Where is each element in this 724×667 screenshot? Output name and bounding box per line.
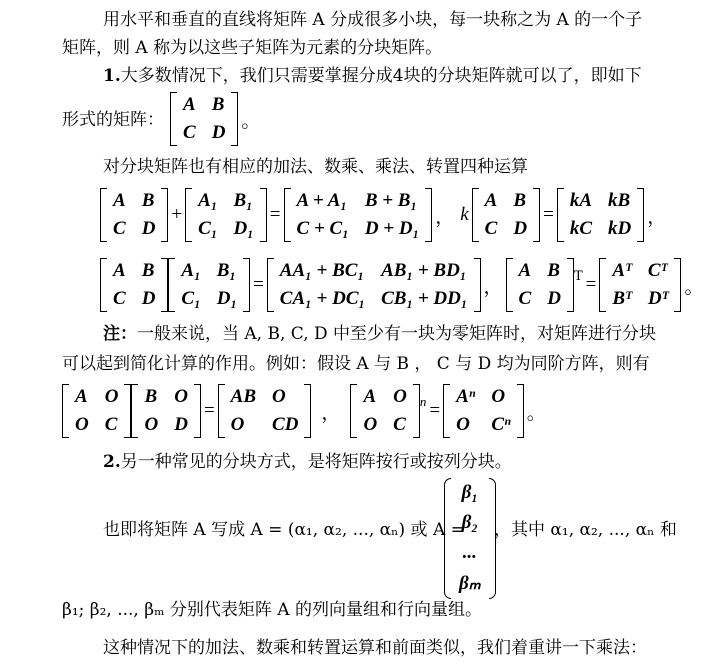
equation-product-transpose [100,258,706,312]
section-2-number: 2. [103,452,121,472]
matrix-abcd: A B C D [506,258,574,312]
note-text: 一般来说，当 A, B, C, D 中至少有一块为零矩阵时，对矩阵进行分块 [137,324,657,344]
matrix-ex-product: AB O O CD [218,384,312,438]
matrix-abcd: A B C D [472,188,540,242]
section-2-line-3: β₁; β₂, ..., βₘ 分别代表矩阵 A 的列向量组和行向量组。 [62,600,482,620]
period: 。 [526,402,546,424]
matrix-scaled: kA kB kC kD [557,188,644,242]
note-line-2: 可以起到简化计算的作用。例如：假设 A 与 B ， C 与 D 均为同阶方阵，则有 [62,354,650,374]
scalar-k: k [460,204,469,225]
equals-sign: = [269,204,281,225]
section-2-line-2-post: ，其中 α₁, α₂, ..., αₙ 和 [494,520,677,540]
equation-zero-blocks [62,384,549,438]
equals-sign: = [203,400,215,421]
comma: ， [647,206,667,228]
comma: ， [321,402,341,424]
matrix-abcd-1: A₁ B₁ C₁ D₁ [168,258,250,312]
section-1-tail: 形式的矩阵： [62,110,164,130]
matrix-abcd: A B C D [100,188,168,242]
block-matrix-basic [170,92,263,146]
equals-sign: = [253,274,264,295]
period: 。 [684,276,704,298]
operations-intro: 对分块矩阵也有相应的加法、数乘、乘法、转置四种运算 [103,157,528,177]
matrix-abcd [170,92,238,146]
section-1-number: 1. [103,66,121,86]
matrix-cell: C [183,122,196,143]
equals-sign: = [429,400,441,421]
row-ellipsis: ... [462,542,477,563]
matrix-transposed: Aᵀ Cᵀ Bᵀ Dᵀ [599,258,681,312]
period: 。 [241,110,261,132]
row-beta-2: β₂ [461,512,478,533]
equals-sign: = [543,204,554,225]
matrix-ex-pow-result: Aⁿ O O Cⁿ [443,384,524,438]
transpose-superscript: T [573,268,583,284]
matrix-product: AA₁ + BC₁ AB₁ + BD₁ CA₁ + DC₁ CB₁ + DD₁ [267,258,481,312]
note-line-1 [103,322,656,346]
row-beta-m: βₘ [459,573,481,594]
power-superscript: n [419,393,427,409]
section-2-line-2-pre: 也即将矩阵 A 写成 A = (α₁, α₂, ..., αₙ) 或 A = [103,520,465,540]
plus-sign: + [171,204,183,225]
section-1-text: 大多数情况下，我们只需要掌握分成4块的分块矩阵就可以了，即如下 [120,66,642,86]
paragraph-1-line-1: 用水平和垂直的直线将矩阵 A 分成很多小块，每一块称之为 A 的一个子 [103,10,643,30]
matrix-ex-pow: A O O C [350,384,419,438]
matrix-rows [444,478,496,599]
equation-addition-scalar [100,188,669,242]
row-beta-1: β₁ [461,482,478,503]
closing-line: 这种情况下的加法、数乘和转置运算和前面类似，我们着重讲一下乘法： [103,638,647,658]
matrix-sum: A + A₁ B + B₁ C + C₁ D + D₁ [284,188,433,242]
comma: ， [435,206,455,228]
row-vector-column [444,478,496,599]
matrix-ex-b: B O O D [131,384,200,438]
paragraph-1-line-2: 矩阵，则 A 称为以这些子矩阵为元素的分块矩阵。 [62,38,443,58]
matrix-abcd: A B C D [100,258,168,312]
section-1-heading [103,64,642,88]
matrix-cell: D [211,122,226,143]
comma: ， [483,276,503,298]
matrix-cell: A [183,94,196,115]
matrix-cell: B [211,94,225,115]
section-2-heading [103,450,512,474]
equals-sign: = [585,274,597,295]
matrix-abcd-1: A₁ B₁ C₁ D₁ [185,188,267,242]
matrix-ex-a: A O O C [62,384,131,438]
section-2-text: 另一种常见的分块方式，是将矩阵按行或按列分块。 [120,452,512,472]
note-label: 注： [103,324,137,344]
